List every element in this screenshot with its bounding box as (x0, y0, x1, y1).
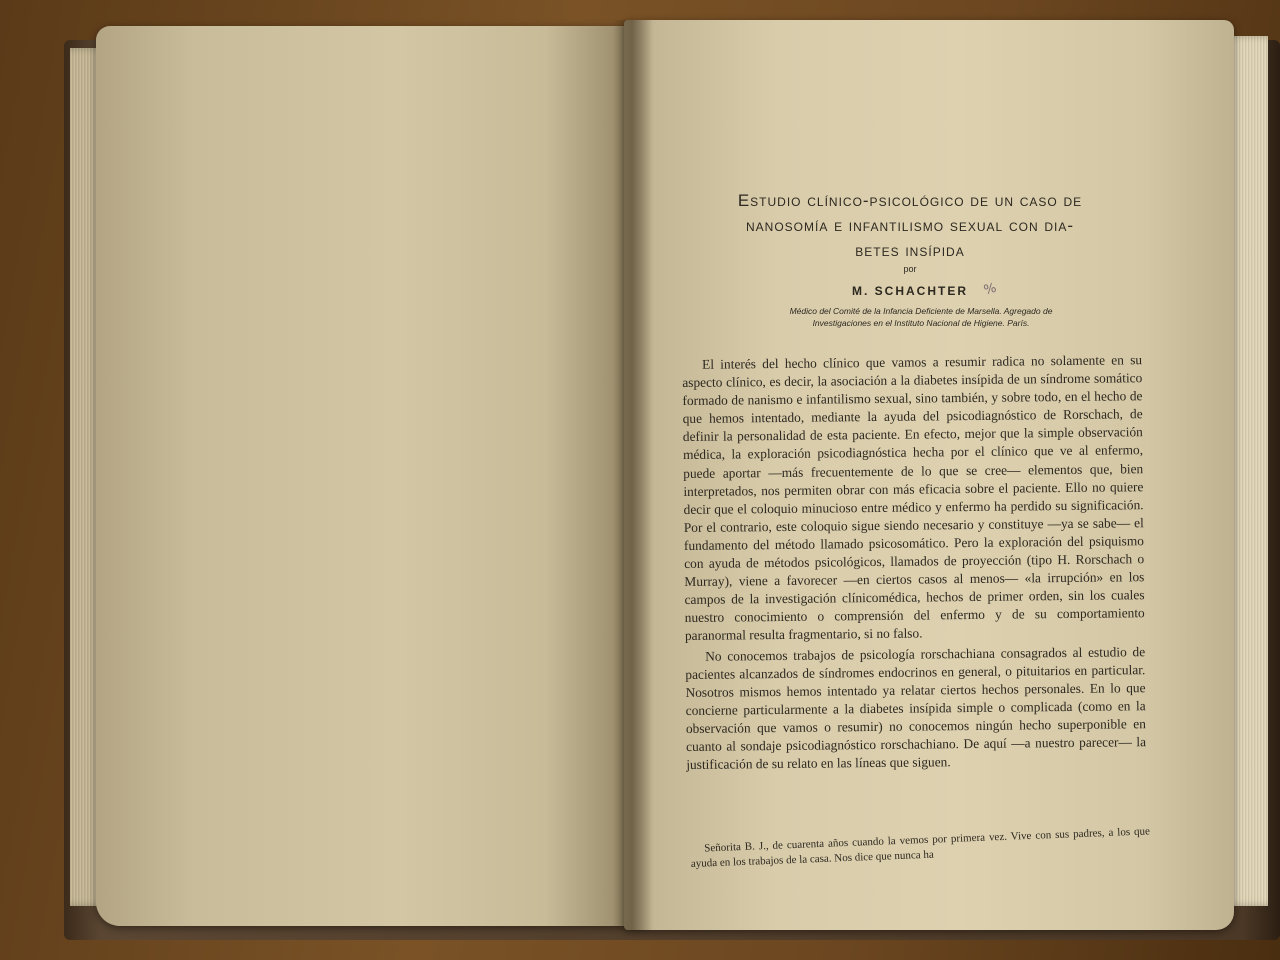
case-text: Señorita B. J., de cuarenta años cuando la vemos por primera vez. Vive con sus padres, a los que ayuda en los trabajos de la casa. Nos dice que nunca ha (690, 825, 1151, 870)
pencil-annotation: % (982, 280, 999, 299)
byline-por: por (903, 264, 917, 274)
article-title (670, 188, 1150, 263)
title-line-3: betes insípida (855, 241, 965, 260)
paragraph-1: El interés del hecho clínico que vamos a resumir radica no solamente en su aspecto clínico, es decir, la asociación a la diabetes insípida de un síndrome somático formado de nanismo e infantilismo sexual, sino también, y sobre todo, en el hecho de que hemos intentado, mediante la ayuda del psicodiagnóstico de Rorschach, de definir la personalidad de esta paciente. En efecto, mejor que la simple observación médica, la exploración psicodiagnóstica hecha por el clínico que ve al enfermo, puede aportar —más frecuentemente de lo que se cree— elementos que, bien interpretados, nos permiten obrar con más eficacia sobre el paciente. Ello no quiere decir que el coloquio minucioso entre médico y enfermo ha perdido su significación. Por el contrario, este coloquio sigue siendo necesario y constituye —ya se sabe— el fundamento del método llamado psicosomático. Pero la exploración del psiquismo con ayuda de métodos psicológicos, llamados de proyección (tipo H. Rorschach o Murray), viene a favorecer —en ciertos casos al menos— «la irrupción» en los campos de la investigación clínicomédica, hechos de primer orden, sin los cuales nuestro conocimiento o comprensión del enfermo y de su comportamiento paranormal resulta fragmentario, si no falso. (682, 352, 1145, 644)
book-gutter (612, 20, 652, 930)
title-line-2: nanosomía e infantilismo sexual con dia- (746, 216, 1074, 235)
article-body (682, 351, 1146, 774)
paragraph-2: No conocemos trabajos de psicología rorschachiana consagrados al estudio de pacientes alcanzados de síndromes endocrinos en general, o pituitarios en particular. Nosotros mismos hemos intentado ya relatar ciertos hechos personales. En lo que concierne particularmente a la diabetes insípida simple o complicada (como en la observación que vamos o resumir) no conocemos ningún hecho superponible en cuanto al sondaje psicodiagnóstico rorschachiano. De aquí —a nuestro parecer— la justificación de su relato en las líneas que siguen. (685, 643, 1147, 773)
affiliation-line-2: Investigaciones en el Instituto Nacional de Higiene. París. (812, 318, 1030, 328)
left-page-blank (96, 26, 644, 926)
title-line-1: Estudio clínico-psicológico de un caso de (737, 191, 1083, 210)
author-affiliation (756, 305, 1086, 329)
affiliation-line-1: Médico del Comité de la Infancia Deficiente de Marsella. Agregado de (789, 306, 1053, 316)
author-name: M. SCHACHTER (852, 284, 968, 298)
